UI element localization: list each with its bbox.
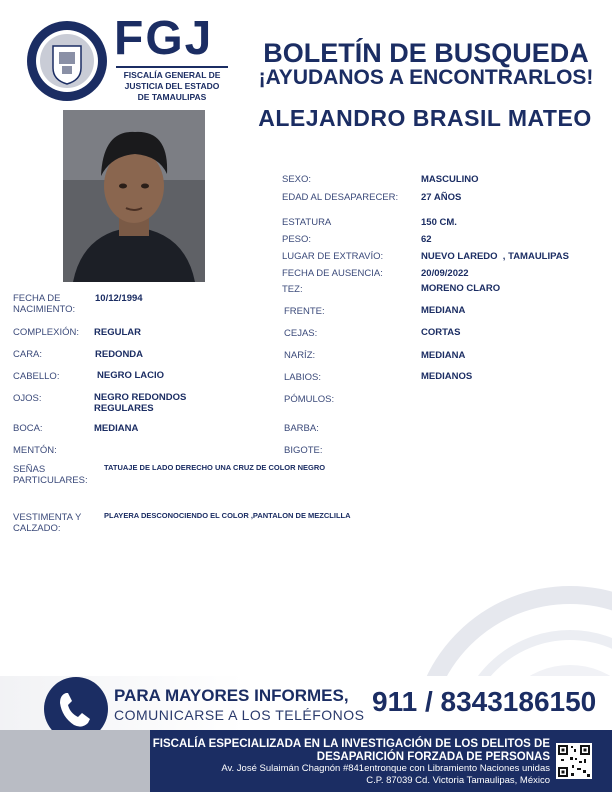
contact-subheading: COMUNICARSE A LOS TELÉFONOS xyxy=(114,707,365,723)
absence-date-label: FECHA DE AUSENCIA: xyxy=(282,268,383,279)
fgj-seal-logo xyxy=(26,20,108,102)
marks-label: SEÑAS PARTICULARES: xyxy=(13,464,88,486)
mouth-value: MEDIANA xyxy=(94,423,139,434)
agency-name-line-2: DESAPARICIÓN FORZADA DE PERSONAS xyxy=(316,751,550,763)
forehead-label: FRENTE: xyxy=(284,306,325,317)
agency-address-line-2: C.P. 87039 Cd. Victoria Tamaulipas, México xyxy=(366,775,550,786)
person-photo-graphic xyxy=(63,110,205,282)
beard-label: BARBA: xyxy=(284,423,319,434)
skin-label: TEZ: xyxy=(282,284,303,295)
height-value: 150 CM. xyxy=(421,217,457,228)
forehead-value: MEDIANA xyxy=(421,305,466,316)
eyebrows-value: CORTAS xyxy=(421,327,461,338)
agency-name xyxy=(150,738,550,764)
agency-address xyxy=(150,763,550,787)
sex-value: MASCULINO xyxy=(421,174,479,185)
location-value: NUEVO LAREDO , TAMAULIPAS xyxy=(421,251,569,262)
missing-person-name: ALEJANDRO BRASIL MATEO xyxy=(258,105,592,131)
build-label: COMPLEXIÓN: xyxy=(13,327,79,338)
nose-label: NARÍZ: xyxy=(284,350,316,361)
age-label: EDAD AL DESAPARECER: xyxy=(282,192,399,203)
bulletin-subtitle: ¡AYUDANOS A ENCONTRARLOS! xyxy=(258,66,594,89)
clothing-label: VESTIMENTA Y CALZADO: xyxy=(13,512,82,534)
bulletin-title: BOLETÍN DE BUSQUEDA xyxy=(263,38,589,68)
age-value: 27 AÑOS xyxy=(421,192,462,203)
build-value: REGULAR xyxy=(94,327,141,338)
height-label: ESTATURA xyxy=(282,217,332,228)
marks-value: TATUAJE DE LADO DERECHO UNA CRUZ DE COLOR NEGRO xyxy=(104,463,326,472)
skin-value: MORENO CLARO xyxy=(421,283,501,294)
agency-address-line-1: Av. José Sulaimán Chagnón #841entronque con Libramiento Naciones unidas xyxy=(221,763,550,774)
birthdate-value: 10/12/1994 xyxy=(95,293,143,304)
sex-label: SEXO: xyxy=(282,174,312,185)
agency-footer-gray xyxy=(0,730,150,792)
agency-name-line-1: FISCALÍA ESPECIALIZADA EN LA INVESTIGACIÓN DE LOS DELITOS DE xyxy=(152,738,550,750)
face-label: CARA: xyxy=(13,349,43,360)
eyebrows-label: CEJAS: xyxy=(284,328,318,339)
mouth-label: BOCA: xyxy=(13,423,43,434)
org-name-line-3: DE TAMAULIPAS xyxy=(137,92,207,102)
cheekbones-label: PÓMULOS: xyxy=(284,394,335,405)
nose-value: MEDIANA xyxy=(421,350,466,361)
absence-date-value: 20/09/2022 xyxy=(421,268,469,279)
person-photo xyxy=(63,110,205,282)
hair-value: NEGRO LACIO xyxy=(97,370,165,381)
weight-value: 62 xyxy=(421,234,432,245)
org-name-line-1: FISCALÍA GENERAL DE xyxy=(123,70,221,80)
location-label: LUGAR DE EXTRAVÍO: xyxy=(282,251,384,262)
mustache-label: BIGOTE: xyxy=(284,445,323,456)
lips-label: LABIOS: xyxy=(284,372,321,383)
hair-label: CABELLO: xyxy=(13,371,60,382)
org-name-line-2: JUSTICIA DEL ESTADO xyxy=(124,81,220,91)
org-underline xyxy=(116,66,228,68)
face-value: REDONDA xyxy=(95,349,144,360)
contact-heading: PARA MAYORES INFORMES, xyxy=(114,686,349,705)
lips-value: MEDIANOS xyxy=(421,371,473,382)
org-name xyxy=(116,70,228,103)
clothing-value: PLAYERA DESCONOCIENDO EL COLOR ,PANTALON DE MEZCLILLA xyxy=(104,511,351,520)
birthdate-label: FECHA DE NACIMIENTO: xyxy=(13,293,76,315)
phone-number[interactable]: 911 / 8343186150 xyxy=(372,686,597,717)
qr-code[interactable] xyxy=(556,743,592,779)
eyes-label: OJOS: xyxy=(13,393,42,404)
weight-label: PESO: xyxy=(282,234,312,245)
chin-label: MENTÓN: xyxy=(13,445,57,456)
org-acronym: FGJ xyxy=(114,12,214,65)
eyes-value: NEGRO REDONDOS REGULARES xyxy=(94,392,187,414)
